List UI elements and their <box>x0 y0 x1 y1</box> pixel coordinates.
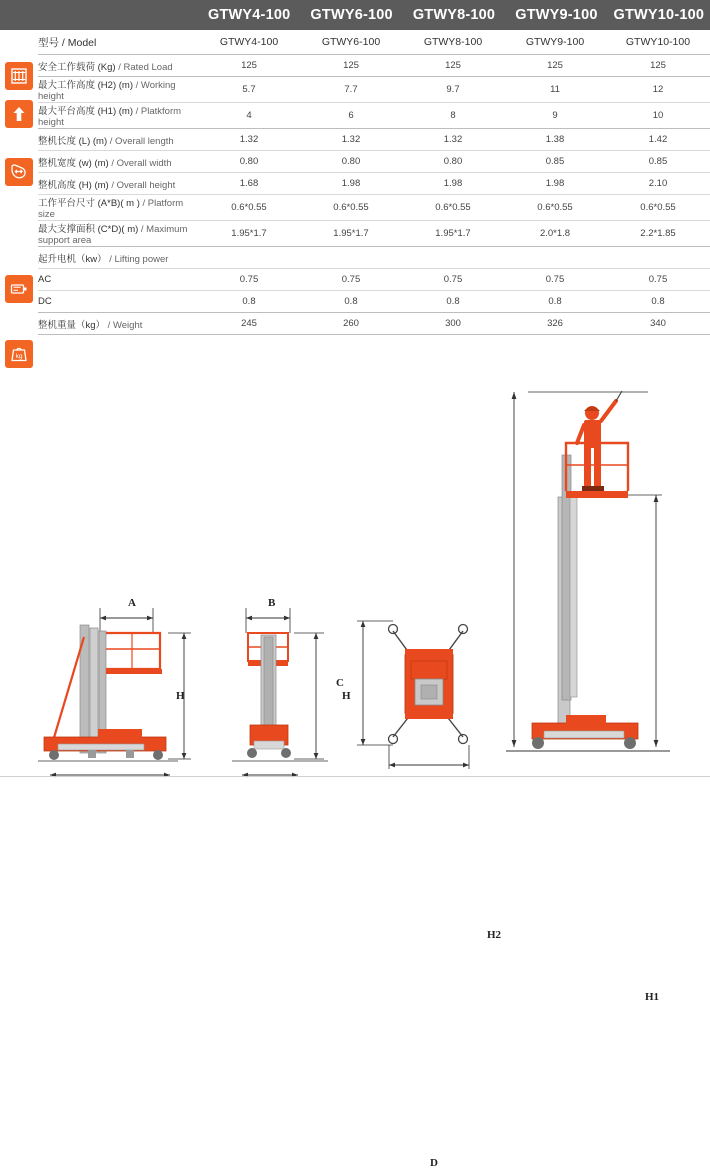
row-label-overall-width <box>38 151 198 173</box>
cell-value: 260 <box>343 318 359 329</box>
row-label-cn: 起升电机（kw） <box>38 253 107 265</box>
table-row <box>38 77 710 103</box>
col-header-4: GTWY9-100 <box>525 36 585 48</box>
cell-value: 0.75 <box>648 274 668 285</box>
cell-value: 4 <box>246 110 252 121</box>
row-label-cn: DC <box>38 296 52 307</box>
row-label-overall-length <box>38 129 198 151</box>
header-model-2: GTWY6-100 <box>310 7 393 23</box>
row-label-cn: 整机重量（kg） <box>38 319 106 331</box>
cell-value: 0.8 <box>651 296 665 307</box>
dim-label-B: B <box>268 597 276 609</box>
row-label-en: / Overall width <box>108 157 172 169</box>
cell-value: 125 <box>650 60 666 71</box>
col-header-1: GTWY4-100 <box>219 36 279 48</box>
cell-value: 1.95*1.7 <box>435 228 471 239</box>
table-column-header-row <box>38 30 710 55</box>
cell-value: 10 <box>652 110 664 121</box>
table-row-group-header <box>38 247 710 269</box>
row-label-en: / Maximum support area <box>38 224 188 246</box>
worker-figure <box>577 401 616 491</box>
row-label-overall-height <box>38 173 198 195</box>
cell-value: 6 <box>348 110 354 121</box>
col-header-2: GTWY6-100 <box>321 36 381 48</box>
row-label-cn: 最大平台高度 (H1) (m) <box>38 106 133 117</box>
front-view-drawing <box>28 603 193 783</box>
cell-value: 0.80 <box>443 156 463 167</box>
rated-load-icon <box>5 62 33 90</box>
cell-value: 2.0*1.8 <box>539 228 571 239</box>
cell-value: 125 <box>343 60 359 71</box>
row-label-en: / Overall length <box>107 135 174 147</box>
row-label-platform-size <box>38 195 198 221</box>
rule <box>38 335 710 336</box>
dim-label-H-front: H <box>176 690 185 702</box>
dim-label-H2: H2 <box>487 929 502 941</box>
row-label-cn: 安全工作载荷 (Kg) <box>38 61 116 73</box>
cell-value: 12 <box>652 84 664 95</box>
cell-value: 7.7 <box>344 84 358 95</box>
cell-value: 0.8 <box>344 296 358 307</box>
cell-value: 340 <box>650 318 666 329</box>
col-header-model-label: 型号 / Model <box>38 36 97 49</box>
cell-value: 0.75 <box>443 274 463 285</box>
row-label-cn: 工作平台尺寸 (A*B)( m ) <box>38 198 140 209</box>
cell-value: 300 <box>445 318 461 329</box>
model-header-bar <box>0 0 710 30</box>
table-row <box>38 129 710 151</box>
cell-value: 0.8 <box>242 296 256 307</box>
working-height-drawing <box>470 385 700 775</box>
weight-icon <box>5 340 33 368</box>
row-label-dc <box>38 291 198 313</box>
table-row <box>38 221 710 247</box>
cell-value: 245 <box>241 318 257 329</box>
cell-value: 0.6*0.55 <box>435 202 471 213</box>
cell-value: 0.8 <box>446 296 460 307</box>
table-row <box>38 151 710 173</box>
cell-value: 326 <box>547 318 563 329</box>
dim-label-A: A <box>128 597 136 609</box>
cell-value: 1.98 <box>545 178 565 189</box>
row-label-cn: AC <box>38 274 52 285</box>
cell-value: 2.10 <box>648 178 668 189</box>
row-label-working-height <box>38 77 198 103</box>
cell-value <box>300 247 402 269</box>
cell-value: 1.95*1.7 <box>333 228 369 239</box>
cell-value <box>606 247 710 269</box>
category-icon-rail <box>0 30 38 375</box>
header-model-5: GTWY10-100 <box>613 7 705 23</box>
svg-text:kg: kg <box>15 353 23 360</box>
cell-value: 0.75 <box>545 274 565 285</box>
dim-label-C: C <box>336 677 344 689</box>
dim-label-H-side: H <box>342 690 351 702</box>
side-view-drawing <box>228 603 338 783</box>
row-label-en: / Platform size <box>38 198 184 220</box>
lifting-motor-icon <box>5 275 33 303</box>
cell-value: 1.95*1.7 <box>231 228 267 239</box>
row-label-ac <box>38 269 198 291</box>
cell-value: 9 <box>552 110 558 121</box>
cell-value: 0.75 <box>239 274 259 285</box>
row-label-en: / Working height <box>38 80 176 102</box>
header-model-1: GTWY4-100 <box>208 7 291 23</box>
cell-value: 0.6*0.55 <box>640 202 676 213</box>
row-label-en: / Rated Load <box>115 61 173 73</box>
cell-value: 125 <box>241 60 257 71</box>
col-header-3: GTWY8-100 <box>423 36 483 48</box>
technical-drawings-area <box>0 375 710 1169</box>
row-label-en: / Overall height <box>108 179 176 191</box>
table-row <box>38 269 710 291</box>
cell-value: 125 <box>547 60 563 71</box>
cell-value <box>504 247 606 269</box>
row-label-rated-load <box>38 55 198 77</box>
top-view-drawing <box>345 613 485 783</box>
cell-value: 1.68 <box>239 178 259 189</box>
table-row <box>38 103 710 129</box>
cell-value: 0.80 <box>341 156 361 167</box>
cell-value <box>198 247 300 269</box>
row-label-weight <box>38 313 198 335</box>
header-model-4: GTWY9-100 <box>515 7 598 23</box>
row-label-platform-height <box>38 103 198 129</box>
col-header-5: GTWY10-100 <box>625 36 691 48</box>
dim-label-D: D <box>430 1157 438 1169</box>
row-label-en: / Weight <box>105 319 143 331</box>
specification-table <box>38 30 710 335</box>
header-model-3: GTWY8-100 <box>412 7 496 23</box>
cell-value: 0.6*0.55 <box>537 202 573 213</box>
cell-value: 0.6*0.55 <box>231 202 267 213</box>
cell-value: 2.2*1.85 <box>640 228 676 239</box>
cell-value: 9.7 <box>446 84 460 95</box>
cell-value: 1.32 <box>341 134 361 145</box>
overall-dimensions-icon <box>5 158 33 186</box>
cell-value: 8 <box>450 110 456 121</box>
row-label-cn: 最大支撑面积 (C*D)( m) <box>38 224 139 235</box>
cell-value: 0.85 <box>545 156 565 167</box>
row-label-cn: 整机长度 (L) (m) <box>38 135 108 147</box>
row-label-support-area <box>38 221 198 247</box>
cell-value: 125 <box>445 60 461 71</box>
cell-value: 0.80 <box>239 156 259 167</box>
cell-value: 1.98 <box>443 178 463 189</box>
row-label-cn: 最大工作高度 (H2) (m) <box>38 80 133 91</box>
cell-value: 11 <box>550 84 560 95</box>
table-row <box>38 291 710 313</box>
cell-value: 5.7 <box>242 84 256 95</box>
table-row <box>38 173 710 195</box>
row-label-cn: 整机宽度 (w) (m) <box>38 157 109 169</box>
table-row <box>38 55 710 77</box>
cell-value: 1.38 <box>545 134 565 145</box>
cell-value: 1.32 <box>443 134 463 145</box>
working-height-arrow-icon <box>5 100 33 128</box>
dim-label-H1: H1 <box>645 991 660 1003</box>
cell-value: 1.42 <box>648 134 668 145</box>
cell-value: 0.8 <box>548 296 562 307</box>
row-label-cn: 整机高度 (H) (m) <box>38 179 109 191</box>
cell-value: 0.85 <box>648 156 668 167</box>
table-row <box>38 195 710 221</box>
row-label-en: / Lifting power <box>106 253 169 265</box>
cell-value: 1.32 <box>239 134 259 145</box>
row-label-lifting-power <box>38 247 198 269</box>
row-label-en: / Platkform height <box>38 106 182 128</box>
footer-divider <box>0 776 710 777</box>
cell-value <box>402 247 504 269</box>
cell-value: 1.98 <box>341 178 361 189</box>
cell-value: 0.6*0.55 <box>333 202 369 213</box>
table-row <box>38 313 710 335</box>
cell-value: 0.75 <box>341 274 361 285</box>
